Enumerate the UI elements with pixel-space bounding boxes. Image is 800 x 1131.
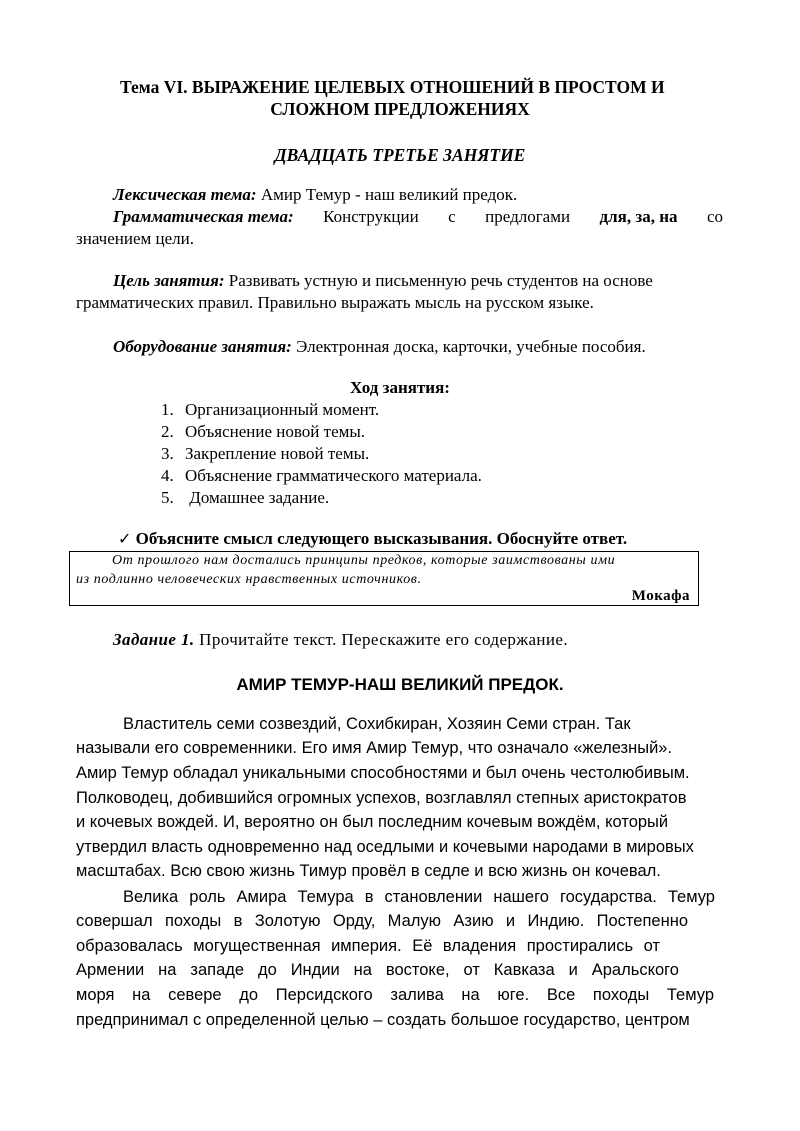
article-line: моря на севере до Персидского залива на юге. Все походы Темур [76,986,714,1004]
grammar-theme [113,206,723,228]
lesson-equipment-label: Оборудование занятия: [113,337,292,356]
lesson-goal-label: Цель занятия: [113,271,225,290]
quote-box [69,551,699,606]
plan-item: 1. Организационный момент. [161,400,380,419]
plan-item: 5. Домашнее задание. [161,488,330,507]
article-line: Велика роль Амира Темура в становлении нашего государства. Темур [123,888,715,906]
quote-instruction-text: Объясните смысл следующего высказывания. Обоснуйте ответ. [131,529,628,548]
topic-title-line2: СЛОЖНОМ ПРЕДЛОЖЕНИЯХ [270,99,530,119]
lexical-theme [113,184,517,206]
task-1-label: Задание 1. [113,630,195,649]
lesson-goal-value: Развивать устную и письменную речь студентов на основе [224,271,653,290]
article-line: Амир Темур обладал уникальными способностями и был очень честолюбивым. [76,764,690,782]
article-line: Армении на западе до Индии на востоке, от Кавказа и Аральского [76,961,679,979]
plan-heading: Ход занятия: [350,378,450,397]
grammar-theme-word3: предлогами [485,207,571,226]
grammar-theme-label: Грамматическая тема: [113,207,294,226]
plan-item: 2. Объяснение новой темы. [161,422,366,441]
article-line: предпринимал с определенной целью – создать большое государство, центром [76,1011,690,1029]
lesson-goal-line2: грамматических правил. Правильно выражать мысль на русском языке. [76,293,594,312]
article-line: образовалась могущественная империя. Её владения простирались от [76,937,660,955]
article-title: АМИР ТЕМУР-НАШ ВЕЛИКИЙ ПРЕДОК. [236,675,564,694]
grammar-theme-word1: Конструкции [323,207,419,226]
article-line: совершал походы в Золотую Орду, Малую Азию и Индию. Постепенно [76,912,688,930]
lexical-theme-label: Лексическая тема: [113,185,257,204]
article-line: Полководец, добившийся огромных успехов, возглавлял степных аристократов [76,789,687,807]
grammar-theme-prepositions: для, за, на [599,207,678,226]
quote-line2: из подлинно человеческих нравственных источников. [76,572,422,587]
plan-item: 3. Закрепление новой темы. [161,444,370,463]
lesson-goal [113,270,653,292]
grammar-theme-word2: с [448,207,456,226]
task-1-text: Прочитайте текст. Перескажите его содержание. [194,630,569,649]
quote-instruction [118,528,627,550]
quote-line1: От прошлого нам достались принципы предков, которые заимствованы ими [112,553,616,568]
topic-title-line1: Тема VI. ВЫРАЖЕНИЕ ЦЕЛЕВЫХ ОТНОШЕНИЙ В ПРОСТОМ И [120,77,665,97]
task-1 [113,629,568,651]
article-line: масштабах. Всю свою жизнь Тимур провёл в седле и всю жизнь он кочевал. [76,862,661,880]
lesson-equipment-value: Электронная доска, карточки, учебные пособия. [291,337,646,356]
article-line: называли его современники. Его имя Амир Темур, что означало «железный». [76,739,673,757]
checkmark-icon: ✓ [118,529,132,548]
lesson-equipment [113,336,646,358]
article-line: и кочевых вождей. И, вероятно он был последним кочевым вождём, который [76,813,669,831]
lexical-theme-value: Амир Темур - наш великий предок. [256,185,518,204]
article-line: утвердил власть одновременно над оседлыми и кочевыми народами в мировых [76,838,694,856]
lesson-heading: ДВАДЦАТЬ ТРЕТЬЕ ЗАНЯТИЕ [274,145,526,165]
grammar-theme-word4: со [706,207,723,226]
article-line: Властитель семи созвездий, Сохибкиран, Хозяин Семи стран. Так [123,715,631,733]
quote-author: Мокафа [631,588,690,604]
plan-item: 4. Объяснение грамматического материала. [161,466,482,485]
grammar-theme-line2: значением цели. [76,229,194,248]
